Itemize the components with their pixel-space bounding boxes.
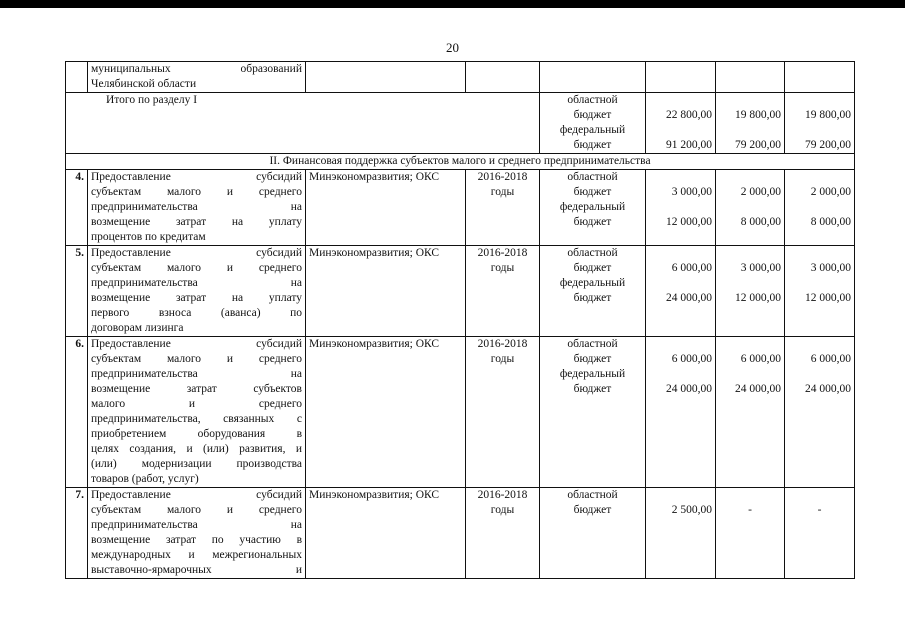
source-label: федеральный <box>559 124 626 136</box>
budget-value: 8 000,00 <box>810 216 851 228</box>
period-line: годы <box>490 504 515 516</box>
budget-value: 2 500,00 <box>671 504 712 516</box>
period-line: годы <box>490 186 515 198</box>
value-year-2017 <box>716 170 785 246</box>
value-year-2018 <box>785 246 855 337</box>
page-number: 20 <box>446 40 459 55</box>
section-title: II. Финансовая поддержка субъектов малого и среднего предпринимательства <box>66 154 855 170</box>
budget-value: 3 000,00 <box>740 262 781 274</box>
budget-value: 12 000,00 <box>805 292 851 304</box>
row-number: 6. <box>66 337 88 488</box>
period <box>466 488 540 579</box>
executor: Минэкономразвития; ОКС <box>306 170 466 246</box>
value-year-2018 <box>785 170 855 246</box>
budget-value: 24 000,00 <box>666 292 712 304</box>
value-year-2016 <box>646 170 716 246</box>
source-label: бюджет <box>573 186 612 198</box>
budget-value: 6 000,00 <box>671 353 712 365</box>
description-line: товаров (работ, услуг) <box>91 473 199 485</box>
description-line: возмещение затрат на уплату <box>91 216 302 228</box>
description-line: Предоставление субсидий <box>91 247 302 259</box>
row-number: 4. <box>66 170 88 246</box>
description-line: предпринимательства на <box>91 277 302 289</box>
description-line: выставочно-ярмарочных и <box>91 564 302 576</box>
budget-value: 19 800,00 <box>735 109 781 121</box>
budget-value: 24 000,00 <box>735 383 781 395</box>
description-line: предпринимательства, связанных с <box>91 413 302 425</box>
value-year-2018 <box>785 488 855 579</box>
budget-value: 6 000,00 <box>671 262 712 274</box>
period-line: годы <box>490 262 515 274</box>
description-line: Предоставление субсидий <box>91 489 302 501</box>
budget-value: 3 000,00 <box>671 186 712 198</box>
source-label: федеральный <box>559 277 626 289</box>
description-line: договорам лизинга <box>91 322 184 334</box>
description-line: приобретением оборудования в <box>91 428 302 440</box>
period-line: 2016-2018 <box>477 247 528 259</box>
source-label: бюджет <box>573 139 612 151</box>
value-year-2016 <box>646 246 716 337</box>
budget-value: 24 000,00 <box>666 383 712 395</box>
total-value-2018 <box>785 93 855 154</box>
budget-value: 79 200,00 <box>735 139 781 151</box>
total-value-2016 <box>646 93 716 154</box>
value-year-2016 <box>646 337 716 488</box>
period <box>466 170 540 246</box>
source-label: федеральный <box>559 368 626 380</box>
budget-value: 12 000,00 <box>666 216 712 228</box>
budget-value: - <box>817 504 822 516</box>
budget-value: - <box>748 504 752 516</box>
measures-body <box>66 170 855 579</box>
budget-value: 3 000,00 <box>810 262 851 274</box>
description-line: предпринимательства на <box>91 201 302 213</box>
value-year-2017 <box>716 246 785 337</box>
top-black-bar <box>0 0 905 8</box>
budget-value: 22 800,00 <box>666 109 712 121</box>
description-line: процентов по кредитам <box>91 231 206 243</box>
measure-description <box>88 246 306 337</box>
funding-sources <box>540 337 646 488</box>
source-label: областной <box>567 171 618 183</box>
source-label: федеральный <box>559 201 626 213</box>
source-label: бюджет <box>573 383 612 395</box>
budget-value: 8 000,00 <box>740 216 781 228</box>
budget-value: 79 200,00 <box>805 139 851 151</box>
description-line: возмещение затрат субъектов <box>91 383 302 395</box>
section-header-row <box>66 154 855 170</box>
continuation-row <box>66 62 855 93</box>
budget-table <box>65 61 855 579</box>
total-row <box>66 93 855 154</box>
description-line: целях создания, и (или) развития, и <box>91 443 302 455</box>
executor: Минэкономразвития; ОКС <box>306 337 466 488</box>
budget-value: 6 000,00 <box>810 353 851 365</box>
total-sources <box>540 93 646 154</box>
period-line: 2016-2018 <box>477 171 528 183</box>
continuation-description: муниципальных образований Челябинской области <box>88 62 306 93</box>
period <box>466 337 540 488</box>
measure-description <box>88 337 306 488</box>
total-value-2017 <box>716 93 785 154</box>
period-line: годы <box>490 353 515 365</box>
measure-row <box>66 170 855 246</box>
value-year-2017 <box>716 488 785 579</box>
measure-row <box>66 337 855 488</box>
total-label: Итого по разделу I <box>106 94 198 106</box>
source-label: бюджет <box>573 353 612 365</box>
budget-value: 2 000,00 <box>810 186 851 198</box>
budget-value: 24 000,00 <box>805 383 851 395</box>
description-line: субъектам малого и среднего <box>91 504 302 516</box>
description-line: субъектам малого и среднего <box>91 353 302 365</box>
measure-description <box>88 488 306 579</box>
source-label: областной <box>567 338 618 350</box>
row-number: 5. <box>66 246 88 337</box>
period-line: 2016-2018 <box>477 489 528 501</box>
source-label: бюджет <box>573 109 612 121</box>
description-line: Предоставление субсидий <box>91 171 302 183</box>
budget-value: 2 000,00 <box>740 186 781 198</box>
description-line: предпринимательства на <box>91 519 302 531</box>
description-line: предпринимательства на <box>91 368 302 380</box>
description-line: субъектам малого и среднего <box>91 262 302 274</box>
description-line: возмещение затрат по участию в <box>91 534 302 546</box>
description-line: (или) модернизации производства <box>91 458 302 470</box>
description-line: международных и межрегиональных <box>91 549 302 561</box>
source-label: областной <box>567 94 618 106</box>
funding-sources <box>540 170 646 246</box>
source-label: бюджет <box>573 504 612 516</box>
executor: Минэкономразвития; ОКС <box>306 246 466 337</box>
source-label: бюджет <box>573 292 612 304</box>
measure-description <box>88 170 306 246</box>
description-line: субъектам малого и среднего <box>91 186 302 198</box>
budget-value: 91 200,00 <box>666 139 712 151</box>
description-line: первого взноса (аванса) по <box>91 307 302 319</box>
value-year-2018 <box>785 337 855 488</box>
measure-row <box>66 488 855 579</box>
period <box>466 246 540 337</box>
description-line: Предоставление субсидий <box>91 338 302 350</box>
budget-value: 12 000,00 <box>735 292 781 304</box>
description-line: малого и среднего <box>91 398 302 410</box>
period-line: 2016-2018 <box>477 338 528 350</box>
funding-sources <box>540 246 646 337</box>
source-label: областной <box>567 489 618 501</box>
executor: Минэкономразвития; ОКС <box>306 488 466 579</box>
funding-sources <box>540 488 646 579</box>
source-label: бюджет <box>573 216 612 228</box>
value-year-2017 <box>716 337 785 488</box>
description-line: возмещение затрат на уплату <box>91 292 302 304</box>
measure-row <box>66 246 855 337</box>
budget-value: 19 800,00 <box>805 109 851 121</box>
source-label: областной <box>567 247 618 259</box>
source-label: бюджет <box>573 262 612 274</box>
row-number: 7. <box>66 488 88 579</box>
value-year-2016 <box>646 488 716 579</box>
budget-value: 6 000,00 <box>740 353 781 365</box>
